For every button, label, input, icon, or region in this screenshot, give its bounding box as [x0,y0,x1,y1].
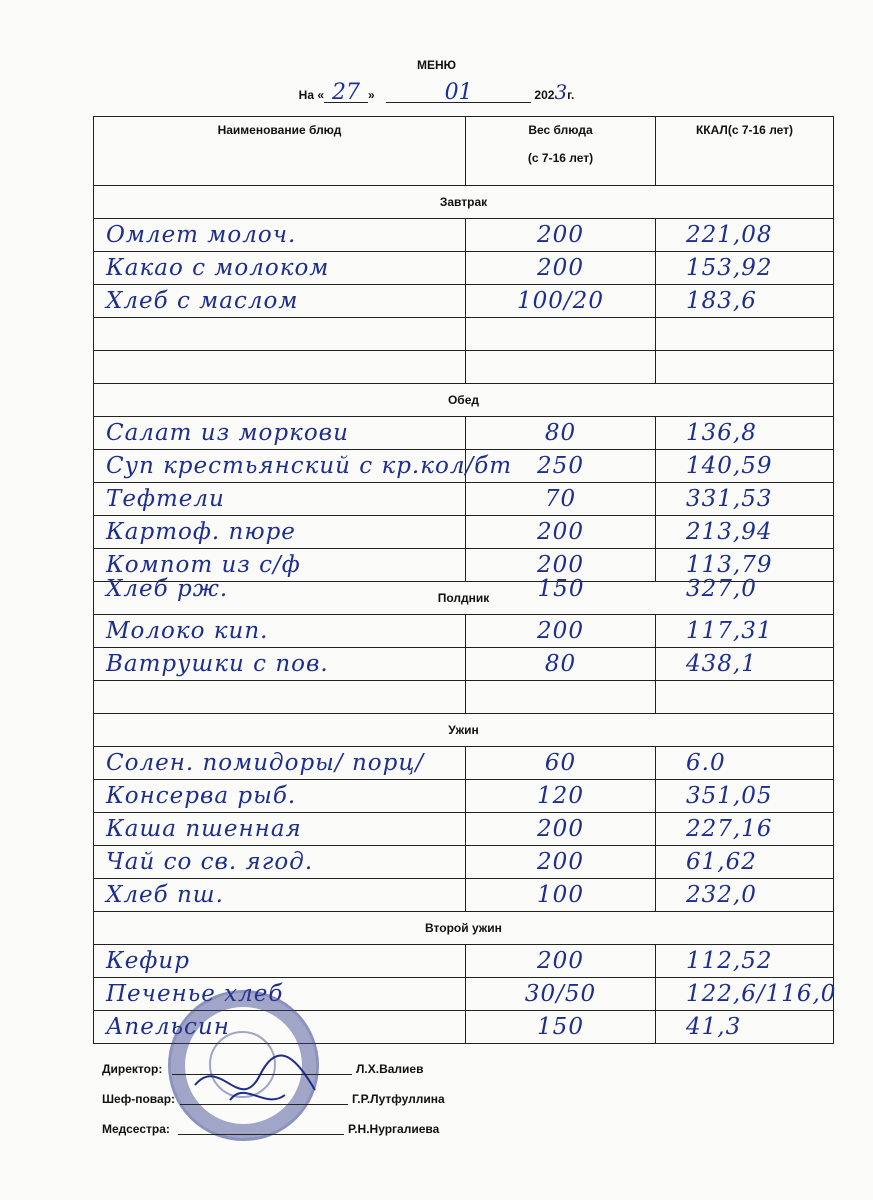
table-row [94,813,834,846]
handwritten-kcal: 136,8 [686,420,757,446]
handwritten-weight: 200 [537,552,584,578]
cell-name [94,615,466,648]
handwritten-name: Хлеб пш. [106,882,224,908]
handwritten-weight: 70 [544,486,577,512]
cell-kcal [656,252,834,285]
cell-kcal [656,747,834,780]
handwritten-name: Чай со св. ягод. [106,849,314,875]
handwritten-name: Солен. помидоры/ порц/ [106,750,425,776]
cell-kcal [656,516,834,549]
table-row [94,318,834,351]
cell-name [94,450,513,483]
handwritten-weight: 200 [537,222,584,248]
cell-kcal [656,681,834,714]
table-row [94,648,834,681]
handwritten-kcal: 331,53 [686,486,773,512]
cell-kcal [656,219,834,252]
handwritten-name: Консерва рыб. [106,783,297,809]
menu-table [93,116,837,1044]
cell-weight [466,747,656,780]
cell-kcal [656,351,834,384]
handwritten-kcal: 351,05 [686,783,773,809]
table-header [94,117,834,186]
cell-kcal [656,780,834,813]
cell-name [94,846,466,879]
handwritten-name: Картоф. пюре [106,519,296,545]
cell-weight [466,945,656,978]
cell-weight [466,978,656,1011]
table-row [94,483,834,516]
cell-weight [466,648,656,681]
cell-name [94,483,466,516]
table-row [94,780,834,813]
section-row [94,186,834,219]
handwritten-name: Омлет молоч. [106,222,297,248]
cell-weight [466,483,656,516]
cell-kcal [656,417,834,450]
cell-weight [466,219,656,252]
handwritten-weight: 200 [537,519,584,545]
cell-weight [466,318,656,351]
cell-weight [466,516,656,549]
cell-name [94,351,466,384]
handwritten-name: Апельсин [106,1014,230,1040]
cell-name [94,681,466,714]
cell-weight [466,417,656,450]
table-row [94,879,834,912]
table-row [94,681,834,714]
handwritten-weight: 80 [544,420,577,446]
cell-weight [466,252,656,285]
cell-weight [466,1011,656,1044]
cell-name [94,219,466,252]
handwritten-kcal: 213,94 [686,519,773,545]
cell-weight [466,351,656,384]
date-year-digit: 3 [554,80,568,104]
table-row [94,549,834,582]
handwritten-name: Кефир [106,948,190,974]
handwritten-weight: 120 [537,783,584,809]
cell-weight [466,879,656,912]
date-month: 01 [386,84,531,103]
section-row [94,384,834,417]
cell-name [94,252,466,285]
cell-name [94,516,466,549]
table-row [94,615,834,648]
handwritten-kcal: 227,16 [686,816,773,842]
table-row [94,516,834,549]
handwritten-name: Молоко кип. [106,618,269,644]
handwritten-kcal: 122,6/116,0 [686,981,837,1007]
handwritten-name: Компот из с/ф [106,552,301,578]
handwritten-kcal: 41,3 [686,1014,742,1040]
date-prefix: На « [298,88,325,102]
col-weight-header: Вес блюда (с 7-16 лет) [466,117,656,186]
handwritten-kcal: 117,31 [686,618,773,644]
handwritten-weight: 100/20 [517,288,604,314]
handwritten-name: Тефтели [106,486,225,512]
table-row [94,351,834,384]
cell-kcal [656,318,834,351]
handwritten-kcal: 112,52 [686,948,773,974]
handwritten-name: Ватрушки с пов. [106,651,329,677]
cell-name [94,648,466,681]
cell-name [94,813,466,846]
date-day: 27 [324,84,368,103]
cell-kcal [656,615,834,648]
handwritten-weight: 60 [544,750,577,776]
cell-weight [466,285,656,318]
cell-kcal [656,483,834,516]
table-row [94,417,834,450]
cell-kcal [656,1011,834,1044]
cell-kcal [656,945,834,978]
cell-name [94,879,466,912]
cell-weight [466,549,656,582]
table-row [94,846,834,879]
handwritten-kcal: 221,08 [686,222,773,248]
table-row [94,747,834,780]
cell-name [94,318,466,351]
cell-weight [466,681,656,714]
handwritten-weight: 100 [537,882,584,908]
table-row [94,219,834,252]
sign-row-director: Директор: Л.Х.Валиев [102,1062,424,1076]
handwritten-weight: 200 [537,816,584,842]
handwritten-kcal: 232,0 [686,882,757,908]
date-year-prefix: 202 [534,88,555,102]
cell-weight [466,813,656,846]
cell-name [94,285,466,318]
cell-kcal [656,450,834,483]
handwritten-kcal: 183,6 [686,288,757,314]
cell-kcal [656,549,834,582]
date-day-suffix: » [368,88,375,102]
section-title: Ужин [94,714,834,747]
table-row [94,450,834,483]
handwritten-weight: 200 [537,849,584,875]
handwritten-weight: 200 [537,255,584,281]
handwritten-weight: 30/50 [524,981,597,1007]
handwritten-kcal: 327,0 [686,576,757,602]
handwritten-kcal: 61,62 [686,849,757,875]
handwritten-kcal: 153,92 [686,255,773,281]
col-name-header: Наименование блюд [94,117,466,186]
handwritten-name: Суп крестьянский с кр.кол/бт [106,453,513,479]
page-title: МЕНЮ [416,58,457,72]
cell-name [94,945,466,978]
cell-kcal [656,648,834,681]
handwritten-weight: 250 [537,453,584,479]
cell-name [94,417,466,450]
cell-kcal [656,846,834,879]
handwritten-name: Хлеб с маслом [106,288,299,314]
date-line [0,80,873,104]
cell-name [94,780,466,813]
section-title: Завтрак [94,186,834,219]
sign-row-nurse: Медсестра: Р.Н.Нургалиева [102,1122,440,1136]
cell-name [94,747,466,780]
table-row [94,945,834,978]
handwritten-kcal: 438,1 [686,651,757,677]
col-kcal-header: ККАЛ(с 7-16 лет) [656,117,834,186]
section-row [94,582,834,615]
section-title: Обед [94,384,834,417]
handwritten-kcal: 140,59 [686,453,773,479]
section-row [94,714,834,747]
handwritten-name: Какао с молоком [106,255,330,281]
table-row [94,285,834,318]
handwritten-weight: 200 [537,618,584,644]
handwritten-weight: 150 [537,576,585,602]
handwritten-weight: 150 [537,1014,584,1040]
cell-weight [466,615,656,648]
section-row [94,912,834,945]
cell-weight [466,846,656,879]
section-title: Второй ужин [94,912,834,945]
handwritten-name: Печенье хлеб [106,981,284,1007]
table-row [94,252,834,285]
cell-weight [466,780,656,813]
signatures-block [102,1058,802,1148]
handwritten-weight: 80 [544,651,577,677]
handwritten-kcal: 113,79 [686,552,773,578]
cell-kcal [656,285,834,318]
handwritten-name: Хлеб рж. [106,576,229,602]
section-title: Полдник Хлеб рж. 150 327,0 [94,582,834,615]
handwritten-weight: 200 [537,948,584,974]
sign-row-chef: Шеф-повар: Г.Р.Лутфуллина [102,1092,445,1106]
handwritten-name: Каша пшенная [106,816,302,842]
cell-kcal [656,813,834,846]
handwritten-kcal: 6.0 [686,750,726,776]
cell-name [94,549,466,582]
cell-kcal [656,978,837,1011]
date-year-suffix: г. [567,88,575,102]
cell-kcal [656,879,834,912]
handwritten-name: Салат из моркови [106,420,349,446]
